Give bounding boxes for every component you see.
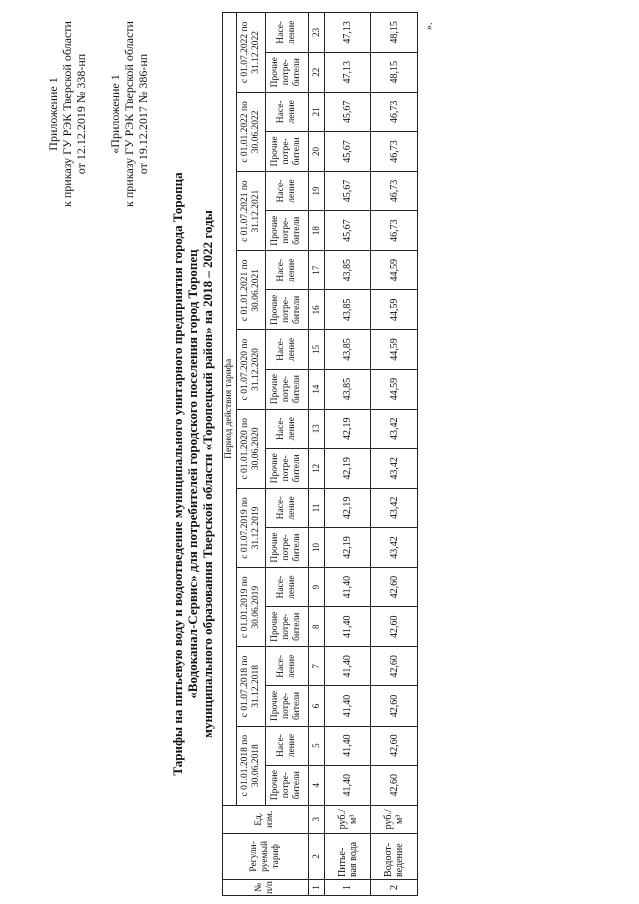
subheader-other-consumers: Прочие потре-бители: [266, 765, 308, 805]
tariff-value: 46,73: [371, 171, 418, 210]
tariff-value: 48,15: [371, 52, 418, 92]
annex-previous: [108, 14, 150, 214]
period-header: с 01.01.2018 по 30.06.2018: [237, 726, 266, 805]
column-number: 16: [308, 290, 324, 330]
tariff-value: 45,67: [324, 131, 371, 171]
tariff-table: [222, 12, 418, 896]
tariff-value: 46,73: [371, 131, 418, 171]
header-period: Период действия тарифа: [223, 13, 237, 806]
period-header: с 01.07.2021 по 31.12.2021: [237, 171, 266, 250]
column-number: 9: [308, 568, 324, 607]
table-row: [371, 13, 418, 896]
tariff-value: 43,42: [371, 448, 418, 488]
tariff-value: 45,67: [324, 171, 371, 210]
document-title: [170, 84, 215, 864]
annex-line: Приложение 1: [46, 77, 60, 151]
tariff-value: 42,19: [324, 488, 371, 527]
tariff-value: 42,19: [324, 409, 371, 448]
period-header: с 01.01.2022 по 30.06.2022: [237, 92, 266, 171]
tariff-value: 44,59: [371, 330, 418, 369]
tariff-value: 47,13: [324, 52, 371, 92]
column-number: 1: [308, 879, 324, 895]
tariff-value: 43,85: [324, 290, 371, 330]
tariff-value: 41,40: [324, 647, 371, 686]
column-number: 12: [308, 448, 324, 488]
tariff-value: 41,40: [324, 765, 371, 805]
tariff-value: 42,19: [324, 527, 371, 567]
annex-line: «Приложение 1: [108, 74, 122, 154]
annex-line: к приказу ГУ РЭК Тверской области: [60, 21, 74, 207]
annex-header: [46, 14, 88, 214]
table-row: [324, 13, 371, 896]
tariff-value: 43,42: [371, 488, 418, 527]
column-number: 19: [308, 171, 324, 210]
column-number: 11: [308, 488, 324, 527]
closing-quote: ».: [424, 22, 435, 30]
subheader-other-consumers: Прочие потре-бители: [266, 369, 308, 409]
tariff-value: 44,59: [371, 369, 418, 409]
header-tariff: Регули-руемый тариф: [223, 833, 309, 879]
tariff-value: 41,40: [324, 568, 371, 607]
tariff-value: 43,42: [371, 409, 418, 448]
tariff-value: 42,60: [371, 607, 418, 647]
column-number: 4: [308, 765, 324, 805]
tariff-value: 42,60: [371, 647, 418, 686]
subheader-population: Насе-ление: [266, 568, 308, 607]
tariff-value: 43,85: [324, 251, 371, 290]
subheader-population: Насе-ление: [266, 251, 308, 290]
column-number: 2: [308, 833, 324, 879]
tariff-value: 42,60: [371, 765, 418, 805]
row-number: 1: [324, 879, 371, 895]
period-header: с 01.01.2021 по 30.06.2021: [237, 251, 266, 330]
subheader-other-consumers: Прочие потре-бители: [266, 686, 308, 726]
row-number: 2: [371, 879, 418, 895]
period-header: с 01.07.2018 по 31.12.2018: [237, 647, 266, 726]
subheader-population: Насе-ление: [266, 409, 308, 448]
subheader-other-consumers: Прочие потре-бители: [266, 527, 308, 567]
column-number: 18: [308, 211, 324, 251]
tariff-value: 44,59: [371, 290, 418, 330]
tariff-value: 44,59: [371, 251, 418, 290]
subheader-other-consumers: Прочие потре-бители: [266, 607, 308, 647]
title-line: «Водоканал-Сервис» для потребителей городского поселения город Торопец: [185, 249, 200, 699]
tariff-value: 41,40: [324, 686, 371, 726]
column-number: 8: [308, 607, 324, 647]
subheader-population: Насе-ление: [266, 13, 308, 53]
column-number: 17: [308, 251, 324, 290]
header-unit: Ед. изм.: [223, 805, 309, 833]
header-number: № п/п: [223, 879, 309, 895]
tariff-value: 42,19: [324, 448, 371, 488]
tariff-value: 42,60: [371, 686, 418, 726]
tariff-value: 42,60: [371, 568, 418, 607]
subheader-population: Насе-ление: [266, 726, 308, 765]
tariff-value: 42,60: [371, 726, 418, 765]
column-number: 23: [308, 13, 324, 53]
period-header: с 01.07.2019 по 31.12.2019: [237, 488, 266, 567]
period-header: с 01.01.2020 по 30.06.2020: [237, 409, 266, 488]
tariff-value: 46,73: [371, 211, 418, 251]
column-number: 20: [308, 131, 324, 171]
tariff-value: 43,85: [324, 330, 371, 369]
column-number: 7: [308, 647, 324, 686]
subheader-other-consumers: Прочие потре-бители: [266, 211, 308, 251]
tariff-value: 45,67: [324, 92, 371, 131]
subheader-other-consumers: Прочие потре-бители: [266, 290, 308, 330]
unit-cell: руб./м³: [371, 805, 418, 833]
subheader-population: Насе-ление: [266, 488, 308, 527]
subheader-other-consumers: Прочие потре-бители: [266, 448, 308, 488]
column-number: 13: [308, 409, 324, 448]
subheader-other-consumers: Прочие потре-бители: [266, 131, 308, 171]
subheader-population: Насе-ление: [266, 647, 308, 686]
tariff-value: 43,85: [324, 369, 371, 409]
annex-line: от 12.12.2019 № 338-нп: [74, 53, 88, 175]
title-line: муниципального образования Тверской области «Торопецкий район» на 2018 – 2022 годы: [200, 210, 215, 738]
period-header: с 01.01.2019 по 30.06.2019: [237, 568, 266, 647]
column-number: 21: [308, 92, 324, 131]
unit-cell: руб./м³: [324, 805, 371, 833]
annex-line: от 19.12.2017 № 386-нп: [136, 53, 150, 175]
tariff-value: 47,13: [324, 13, 371, 53]
column-number: 10: [308, 527, 324, 567]
period-header: с 01.07.2020 по 31.12.2020: [237, 330, 266, 409]
tariff-value: 41,40: [324, 726, 371, 765]
column-number: 6: [308, 686, 324, 726]
subheader-population: Насе-ление: [266, 92, 308, 131]
tariff-value: 46,73: [371, 92, 418, 131]
column-number: 15: [308, 330, 324, 369]
tariff-value: 43,42: [371, 527, 418, 567]
period-header: с 01.07.2022 по 31.12.2022: [237, 13, 266, 93]
tariff-value: 41,40: [324, 607, 371, 647]
subheader-population: Насе-ление: [266, 171, 308, 210]
column-number: 14: [308, 369, 324, 409]
tariff-value: 48,15: [371, 13, 418, 53]
title-line: Тарифы на питьевую воду и водоотведение муниципального унитарного предприятия города Торопца: [170, 172, 185, 776]
column-number: 22: [308, 52, 324, 92]
tariff-value: 45,67: [324, 211, 371, 251]
tariff-name: Водоот-ведение: [371, 833, 418, 879]
subheader-other-consumers: Прочие потре-бители: [266, 52, 308, 92]
tariff-name: Питье-вая вода: [324, 833, 371, 879]
column-number: 5: [308, 726, 324, 765]
column-number: 3: [308, 805, 324, 833]
annex-line: к приказу ГУ РЭК Тверской области: [122, 21, 136, 207]
subheader-population: Насе-ление: [266, 330, 308, 369]
